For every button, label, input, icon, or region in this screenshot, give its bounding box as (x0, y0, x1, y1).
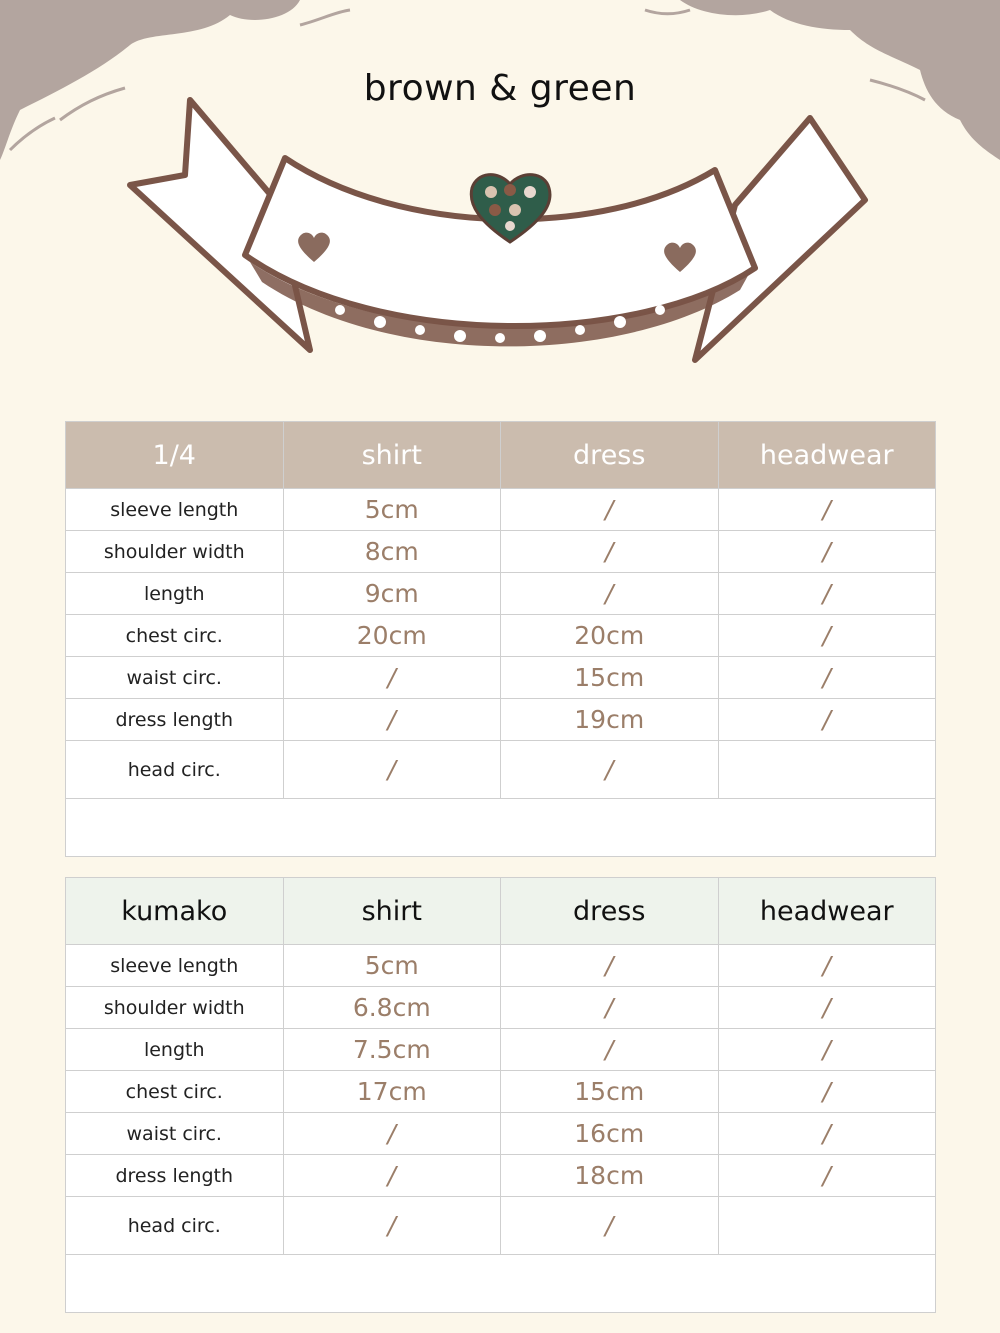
row-label: length (66, 573, 284, 615)
cell-value: / (718, 573, 936, 615)
cell-value: 16cm (501, 1113, 719, 1155)
page-title: brown & green (363, 68, 637, 109)
table-header-row (66, 422, 936, 489)
cell-value: / (283, 741, 501, 799)
table-empty-row (66, 1255, 936, 1313)
table-row (66, 1029, 936, 1071)
table-header-row (66, 878, 936, 945)
row-label: waist circ. (66, 657, 284, 699)
column-header-size: kumako (66, 878, 284, 945)
size-table-1-4 (65, 421, 936, 857)
cell-value: / (718, 945, 936, 987)
cell-value: / (718, 1113, 936, 1155)
cell-value: / (718, 699, 936, 741)
cell-value: / (501, 573, 719, 615)
table-row (66, 1155, 936, 1197)
cell-value: / (283, 699, 501, 741)
table-row (66, 489, 936, 531)
cell-value: 6.8cm (283, 987, 501, 1029)
row-label: sleeve length (66, 489, 284, 531)
table-row (66, 1197, 936, 1255)
cell-value: 20cm (283, 615, 501, 657)
cell-value: 5cm (283, 489, 501, 531)
cell-value: 19cm (501, 699, 719, 741)
cell-value (718, 741, 936, 799)
row-label: length (66, 1029, 284, 1071)
column-header-headwear: headwear (718, 878, 936, 945)
cell-value: / (718, 987, 936, 1029)
cell-value: 17cm (283, 1071, 501, 1113)
table-row (66, 699, 936, 741)
cell-value: 5cm (283, 945, 501, 987)
table-row (66, 657, 936, 699)
cell-value: / (501, 945, 719, 987)
table-row (66, 615, 936, 657)
cell-value: / (501, 531, 719, 573)
cell-value: / (501, 741, 719, 799)
cell-value: / (718, 1155, 936, 1197)
table-empty-row (66, 799, 936, 857)
cell-value: / (501, 489, 719, 531)
row-label: shoulder width (66, 531, 284, 573)
cell-value: / (718, 489, 936, 531)
row-label: head circ. (66, 1197, 284, 1255)
table-row (66, 945, 936, 987)
column-header-shirt: shirt (283, 878, 501, 945)
ribbon-banner-illustration (0, 0, 1000, 420)
row-label: head circ. (66, 741, 284, 799)
cell-value (718, 1197, 936, 1255)
cell-value: / (718, 1029, 936, 1071)
cell-value: / (501, 987, 719, 1029)
row-label: sleeve length (66, 945, 284, 987)
row-label: dress length (66, 699, 284, 741)
cell-value: / (718, 657, 936, 699)
cell-value: 15cm (501, 1071, 719, 1113)
size-table-kumako (65, 877, 936, 1313)
column-header-dress: dress (501, 878, 719, 945)
row-label: chest circ. (66, 615, 284, 657)
column-header-headwear: headwear (718, 422, 936, 489)
cell-value: / (283, 657, 501, 699)
cell-value: / (718, 531, 936, 573)
column-header-size: 1/4 (66, 422, 284, 489)
cell-value: 7.5cm (283, 1029, 501, 1071)
table-row (66, 531, 936, 573)
cell-value: / (283, 1113, 501, 1155)
row-label: dress length (66, 1155, 284, 1197)
table-row (66, 987, 936, 1029)
cell-value: 18cm (501, 1155, 719, 1197)
table-row (66, 573, 936, 615)
row-label: shoulder width (66, 987, 284, 1029)
table-row (66, 1071, 936, 1113)
table-row (66, 741, 936, 799)
cell-value: / (501, 1029, 719, 1071)
cell-value: / (283, 1197, 501, 1255)
row-label: chest circ. (66, 1071, 284, 1113)
cell-value: / (283, 1155, 501, 1197)
cell-value: 15cm (501, 657, 719, 699)
cell-value: 20cm (501, 615, 719, 657)
cell-value: / (501, 1197, 719, 1255)
empty-cell (66, 799, 936, 857)
cell-value: / (718, 615, 936, 657)
row-label: waist circ. (66, 1113, 284, 1155)
cell-value: / (718, 1071, 936, 1113)
cell-value: 9cm (283, 573, 501, 615)
column-header-shirt: shirt (283, 422, 501, 489)
table-row (66, 1113, 936, 1155)
column-header-dress: dress (501, 422, 719, 489)
empty-cell (66, 1255, 936, 1313)
cell-value: 8cm (283, 531, 501, 573)
